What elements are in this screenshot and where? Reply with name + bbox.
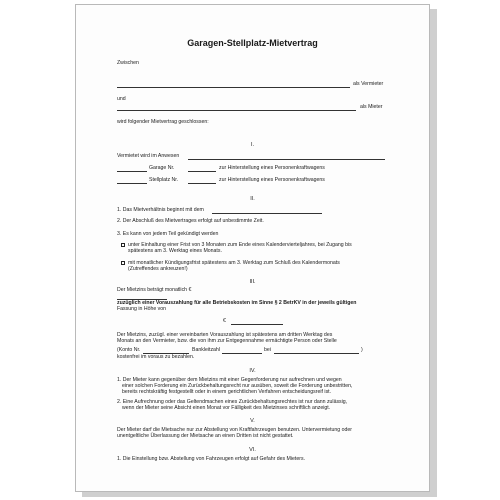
konto-close: ): [361, 347, 363, 353]
document-title: Garagen-Stellplatz-Mietvertrag: [187, 38, 318, 48]
mietzins-text-1: Der Mietzins beträgt monatlich €: [117, 287, 192, 293]
mietzins-text-2: zuzüglich einer Vorauszahlung für alle Betriebskosten im Sinne § 2 BetrKV in der jeweils gültigen: [117, 300, 357, 306]
aufrechnung-text-1: 1. Der Mieter kann gegenüber dem Mietzins mit einer Gegenforderung nur aufrechnen und wegen: [117, 377, 342, 383]
section-heading-6: VI.: [249, 447, 256, 453]
option-quartal-text-1: unter Einhaltung einer Frist von 3 Monaten zum Ende eines Kalendervierteljahres, bei Zugang bis: [128, 242, 352, 248]
garage-purpose: zur Hinterstellung eines Personenkraftwagens: [219, 165, 325, 171]
gefahr-text: 1. Die Einstellung bzw. Abstellung von Fahrzeugen erfolgt auf Gefahr des Mieters.: [117, 456, 306, 462]
option-monat-checkbox[interactable]: [121, 261, 125, 265]
kuendigung-text: 3. Es kann von jedem Teil gekündigt werden: [117, 231, 219, 237]
section-heading-2: II.: [250, 196, 255, 202]
kostenfrei-text: kostenfrei im voraus zu bezahlen.: [117, 354, 195, 360]
zahlung-text-2: Monats an den Vermieter, bzw. die von ihm zur Entgegennahme ermächtigte Person oder Stelle: [117, 338, 337, 344]
zurueckbehaltung-text-2: wenn der Mieter seine Absicht einen Monat vor Fälligkeit des Mietzinses schriftlich anzeigt.: [122, 405, 331, 411]
garage-number-line: [188, 171, 216, 172]
geschlossen-text: wird folgender Mietvertrag geschlossen:: [117, 119, 209, 125]
zahlung-text-1: Der Mietzins, zuzügl. einer vereinbarten Vorauszahlung ist spätestens am dritten Werktag des: [117, 332, 333, 338]
section-heading-4: IV.: [249, 368, 256, 374]
mieter-line: [117, 110, 356, 111]
stellplatz-label: Stellplatz Nr.: [149, 177, 179, 183]
option-monat-text-2: (Zutreffendes ankreuzen!): [128, 266, 188, 272]
aufrechnung-text-3: bereits rechtskräftig festgestellt oder in einem gerichtlichen Verfahren entscheidungsreif ist.: [122, 389, 332, 395]
vermietet-label: Vermietet wird im Anwesen: [117, 153, 180, 159]
beginn-text: 1. Das Mietverhältnis beginnt mit dem: [117, 207, 204, 213]
abschluss-text: 2. Der Abschluß des Mietvertrages erfolgt auf unbestimmte Zeit.: [117, 218, 264, 224]
blz-label: Bankleitzahl: [192, 347, 220, 353]
nutzung-text-2: unentgeltliche Überlassung der Mietsache an einen Dritten ist nicht gestattet.: [117, 433, 294, 439]
garage-label: Garage Nr.: [149, 165, 175, 171]
section-heading-5: V.: [250, 418, 255, 424]
konto-label: (Konto Nr.: [117, 347, 141, 353]
beginn-line: [212, 213, 322, 214]
zwischen-label: Zwischen: [117, 60, 139, 66]
option-monat-text-1: mit monatlicher Kündigungsfrist spätestens am 3. Werktag zum Schluß des Kalendermonats: [128, 260, 340, 266]
stellplatz-prefix-line: [117, 183, 147, 184]
document-page: [75, 4, 430, 492]
blz-line: [222, 353, 262, 354]
section-heading-1: I.: [250, 142, 255, 148]
anwesen-line: [188, 159, 385, 160]
vorauszahlung-line: [231, 324, 283, 325]
nutzung-text-1: Der Mieter darf die Mietsache nur zur Abstellung von Kraftfahrzeugen benutzen. Untervermietung oder: [117, 427, 353, 433]
stellplatz-number-line: [188, 183, 216, 184]
vermieter-label: als Vermieter: [353, 81, 384, 87]
bank-line: [274, 353, 359, 354]
euro-sign: €: [223, 318, 226, 324]
bei-label: bei: [264, 347, 271, 353]
mieter-label: als Mieter: [360, 104, 383, 110]
und-label: und: [117, 96, 126, 102]
option-quartal-checkbox[interactable]: [121, 243, 125, 247]
section-heading-3: III.: [249, 279, 256, 285]
garage-prefix-line: [117, 171, 147, 172]
vermieter-line: [117, 87, 350, 88]
option-quartal-text-2: spätestens am 3. Werktag eines Monats.: [128, 248, 222, 254]
zurueckbehaltung-text-1: 2. Eine Aufrechnung oder das Geltendmachen eines Zurückbehaltungsrechtes ist nur dann zulässig,: [117, 399, 348, 405]
aufrechnung-text-2: einer solchen Forderung ein Zurückbehaltungsrecht nur ausüben, soweit die Forderung unbestritten,: [122, 383, 353, 389]
stellplatz-purpose: zur Hinterstellung eines Personenkraftwagens: [219, 177, 325, 183]
mietzins-text-3: Fassung in Höhe von: [117, 306, 167, 312]
